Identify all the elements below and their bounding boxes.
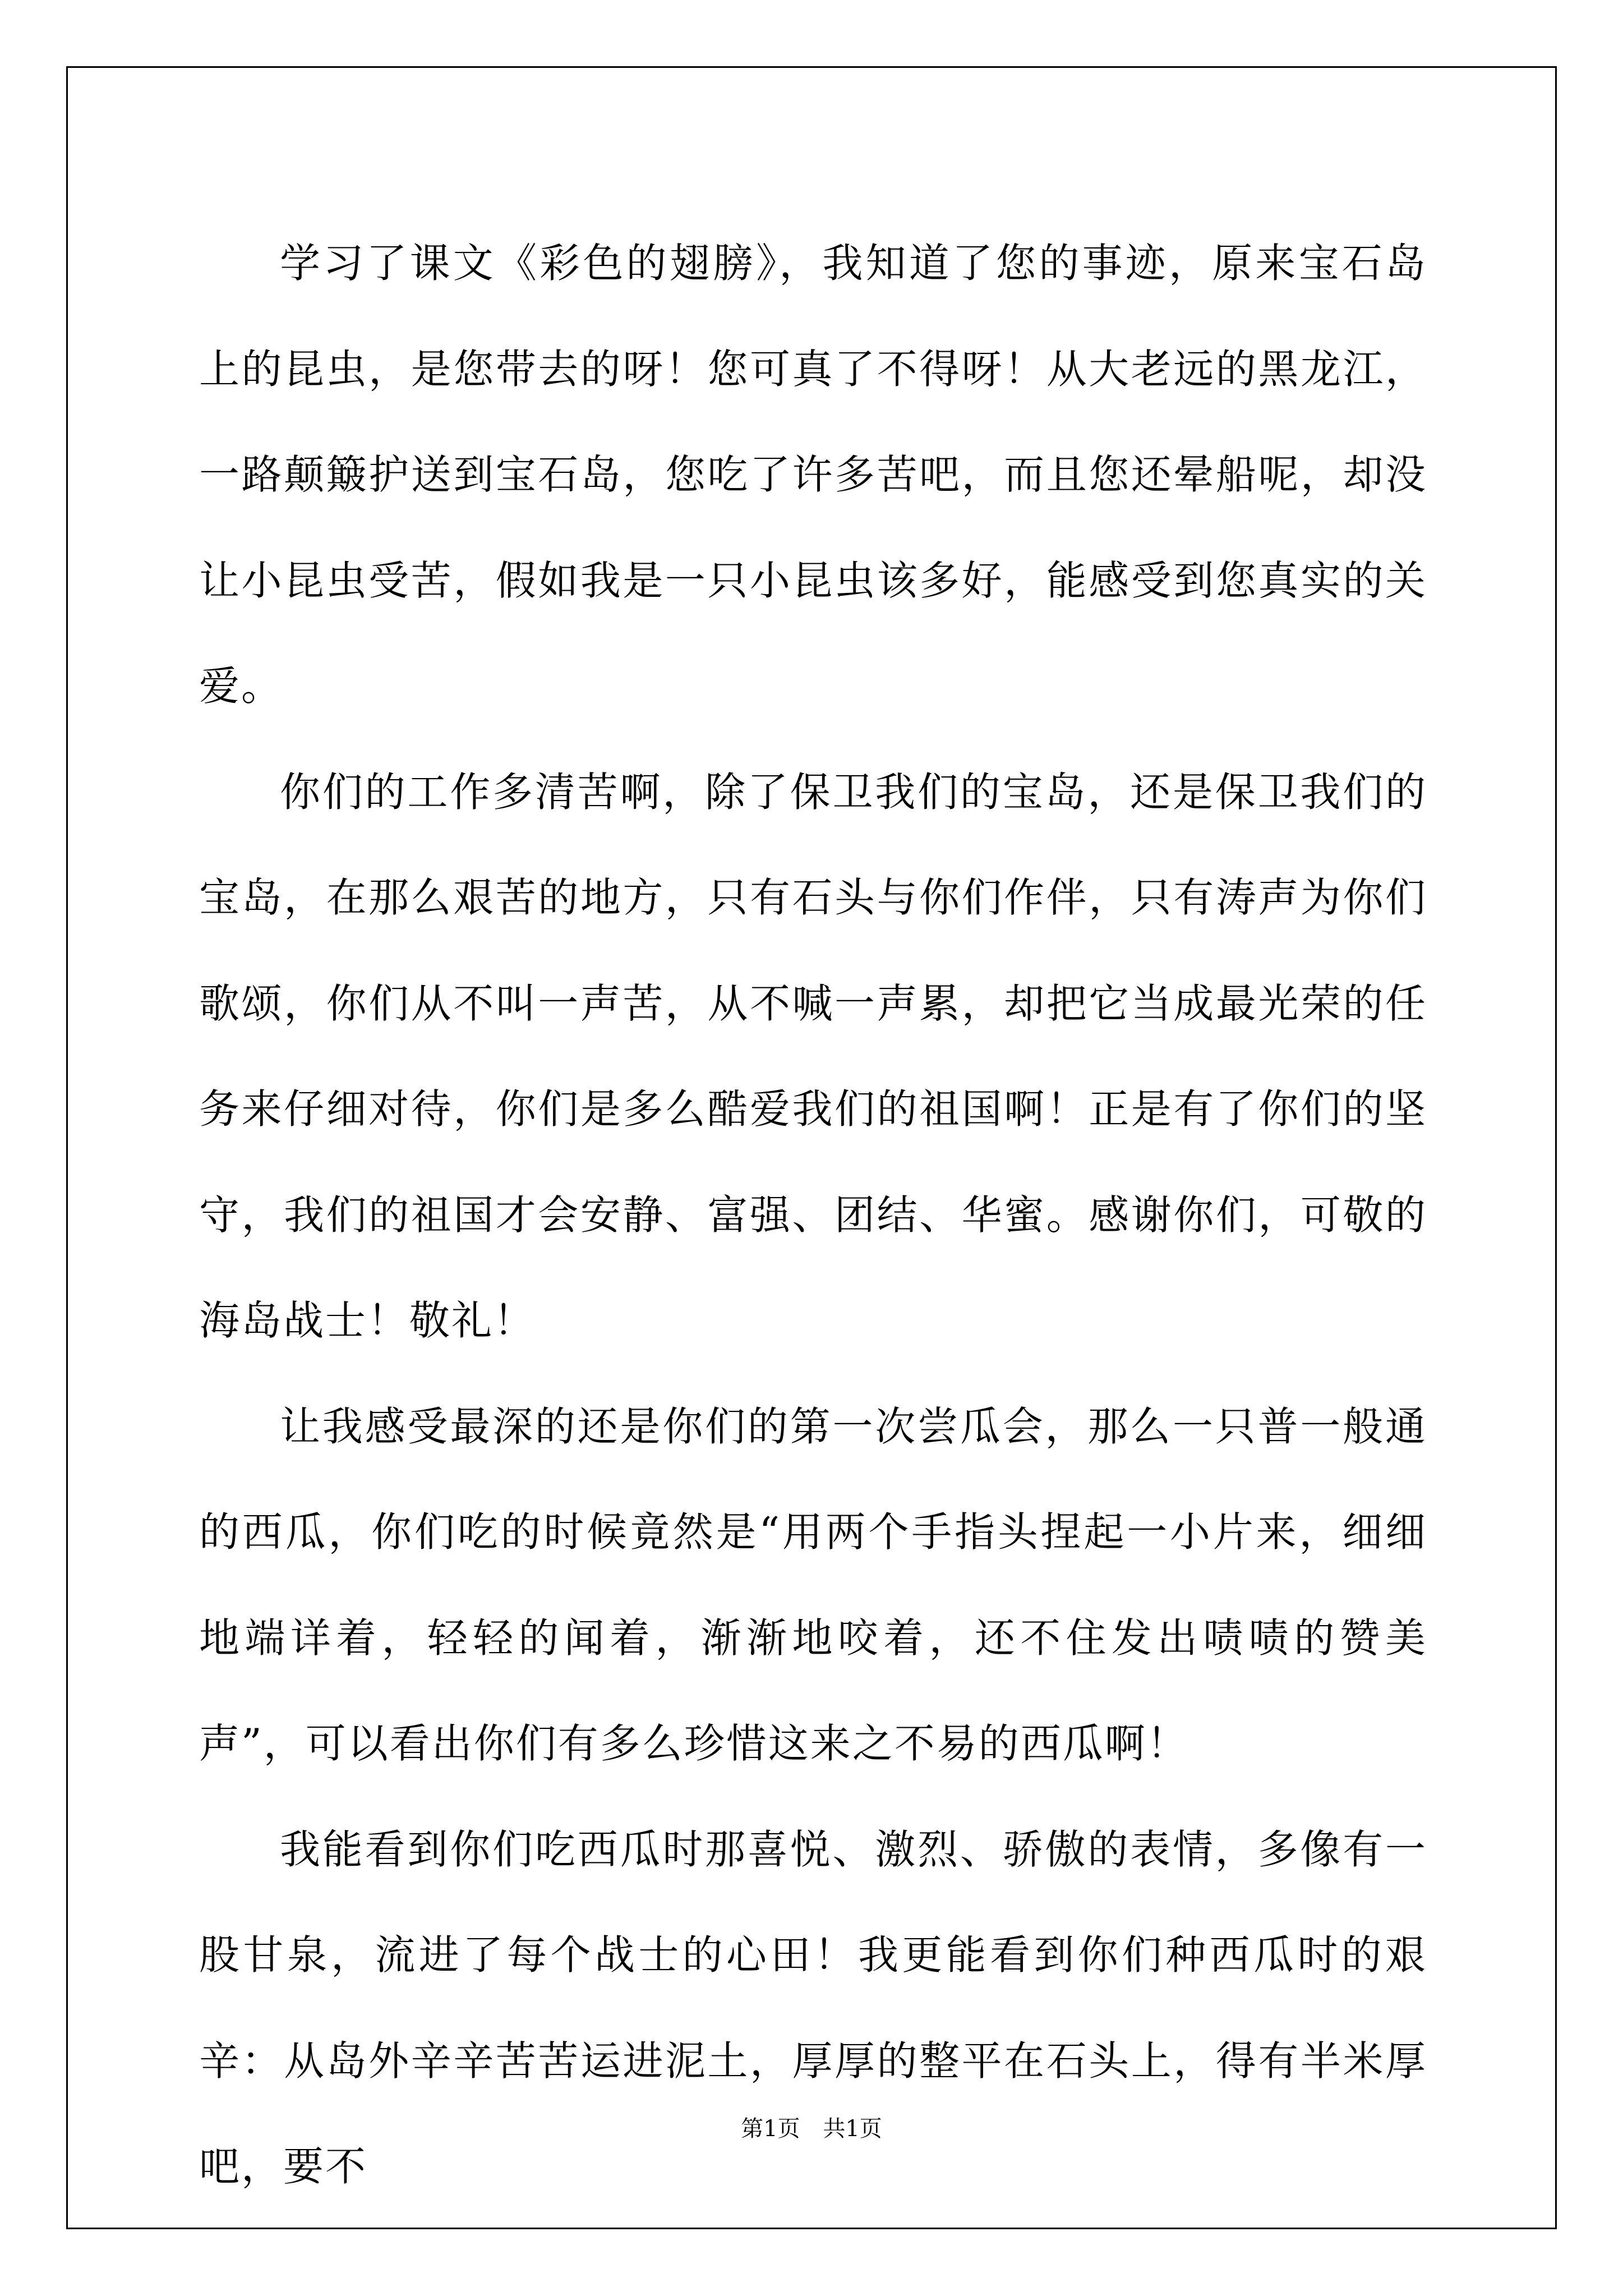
page-number: 第1页: [741, 2116, 800, 2142]
page-total: 共1页: [823, 2116, 882, 2142]
paragraph-3: 让我感受最深的还是你们的第一次尝瓜会，那么一只普一般通的西瓜，你们吃的时候竟然是“用两个手指头捏起一小片来，细细地端详着，轻轻的闻着，渐渐地咬着，还不住发出啧啧的赞美声”，可以看出你们有多么珍惜这来之不易的西瓜啊！: [199, 1402, 1427, 1767]
page-footer: [0, 2115, 1623, 2143]
document-body: [199, 210, 1427, 2220]
paragraph-2: 你们的工作多清苦啊，除了保卫我们的宝岛，还是保卫我们的宝岛，在那么艰苦的地方，只有石头与你们作伴，只有涛声为你们歌颂，你们从不叫一声苦，从不喊一声累，却把它当成最光荣的任务来仔细对待，你们是多么酷爱我们的祖国啊！正是有了你们的坚守，我们的祖国才会安静、富强、团结、华蜜。感谢你们，可敬的海岛战士！敬礼！: [199, 768, 1427, 1344]
paragraph-1: 学习了课文《彩色的翅膀》，我知道了您的事迹，原来宝石岛上的昆虫，是您带去的呀！您可真了不得呀！从大老远的黑龙江，一路颠簸护送到宝石岛，您吃了许多苦吧，而且您还晕船呢，却没让小昆虫受苦，假如我是一只小昆虫该多好，能感受到您真实的关爱。: [199, 240, 1427, 710]
paragraph-4: 我能看到你们吃西瓜时那喜悦、激烈、骄傲的表情，多像有一股甘泉，流进了每个战士的心田！我更能看到你们种西瓜时的艰辛：从岛外辛辛苦苦运进泥土，厚厚的整平在石头上，得有半米厚吧，要不: [199, 1825, 1427, 2190]
